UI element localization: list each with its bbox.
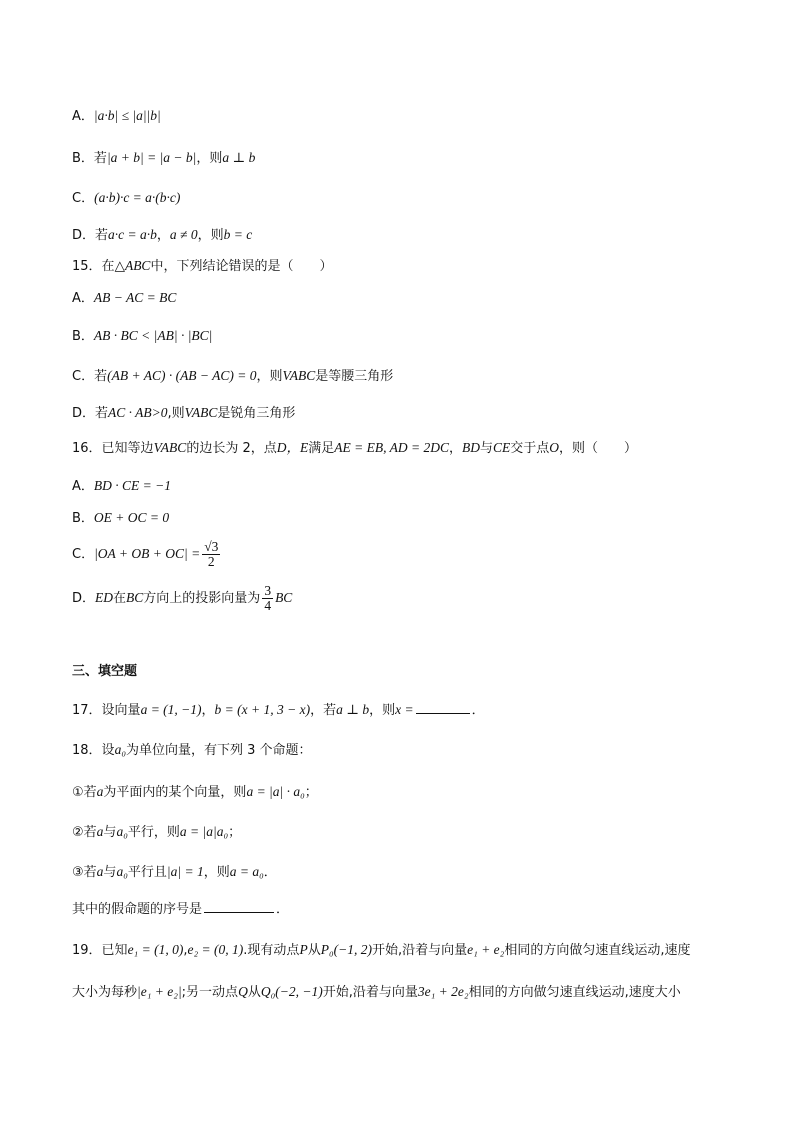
- text: 是等腰三角形: [315, 369, 394, 384]
- q17-stem: [72, 700, 485, 721]
- text: 相同的方向做匀速直线运动,速度大小: [468, 985, 681, 1000]
- q19-line-1: [72, 940, 691, 961]
- math-expression: VABC: [153, 440, 187, 455]
- math-expression: AB · BC < |AB| · |BC|: [93, 328, 213, 343]
- text: 从: [307, 943, 321, 958]
- q15-option-a: [72, 288, 176, 309]
- text: 若: [93, 151, 107, 166]
- text: ；: [304, 785, 318, 800]
- text: 相同的方向做匀速直线运动,速度: [504, 943, 691, 958]
- math-expression: ED: [95, 590, 114, 605]
- q16-option-b: [72, 508, 169, 529]
- fraction-denominator: 2: [207, 554, 215, 569]
- text: 设向量: [101, 703, 141, 718]
- answer-blank[interactable]: [416, 701, 470, 714]
- proposition-mark: ②: [72, 825, 84, 840]
- math-expression: a ⊥ b: [336, 702, 370, 717]
- math-expression: b = c: [223, 227, 253, 242]
- math-expression: Q₀(−2, −1): [260, 984, 323, 999]
- math-expression: a ⊥ b: [222, 150, 256, 165]
- text: 平行且: [127, 865, 167, 880]
- option-label: A．: [72, 291, 94, 306]
- math-expression: a = |a|a₀: [179, 824, 229, 839]
- q14-option-b: [72, 148, 255, 169]
- q16-option-c: [72, 540, 222, 569]
- question-number: 17．: [72, 703, 102, 718]
- math-expression: |a·b| ≤ |a||b|: [93, 108, 161, 123]
- text: ，则: [197, 228, 224, 243]
- math-expression: BC: [275, 590, 293, 605]
- q15-option-d: [72, 403, 295, 424]
- text: ，则: [203, 865, 230, 880]
- text: 交于点: [510, 441, 550, 456]
- option-label: B．: [72, 511, 94, 526]
- math-expression: x =: [395, 702, 414, 717]
- q15-option-b: [72, 326, 212, 347]
- q18-proposition-2: [72, 822, 241, 843]
- text: 与: [479, 441, 493, 456]
- math-expression: e₁ + e₂: [467, 942, 505, 957]
- math-expression: a = |a| · a₀: [246, 784, 305, 799]
- text: 设: [101, 743, 115, 758]
- math-expression: a = (1, −1): [140, 702, 202, 717]
- text: 若: [83, 785, 97, 800]
- q18-ask: [72, 900, 289, 920]
- text: 其中的假命题的序号是: [72, 902, 203, 917]
- math-expression: a: [96, 824, 104, 839]
- math-expression: a: [96, 784, 104, 799]
- text: 已知等边: [101, 441, 154, 456]
- math-expression: e₂ = (0, 1): [187, 942, 244, 957]
- text: 已知: [101, 943, 128, 958]
- math-expression: VABC: [282, 368, 316, 383]
- text: ,: [183, 943, 188, 958]
- text: 若: [95, 228, 109, 243]
- q16-option-a: [72, 476, 171, 497]
- math-expression: a₀: [116, 864, 128, 879]
- q15-option-c: [72, 366, 393, 387]
- q16-stem: [72, 438, 637, 459]
- text: 与: [103, 825, 117, 840]
- math-expression: (AB + AC) · (AB − AC) = 0: [107, 368, 257, 383]
- math-expression: e₁ = (1, 0): [127, 942, 184, 957]
- text: 若: [95, 406, 109, 421]
- math-expression: 3e₁ + 2e₂: [417, 984, 469, 999]
- text: 在: [101, 259, 115, 274]
- math-expression: a: [96, 864, 104, 879]
- text: 是锐角三角形: [217, 406, 296, 421]
- math-expression: (a·b)·c = a·(b·c): [94, 190, 181, 205]
- option-label: D．: [72, 591, 96, 606]
- math-expression: a ≠ 0: [169, 227, 198, 242]
- text: 平行，则: [127, 825, 180, 840]
- q15-stem: [72, 256, 332, 277]
- option-label: B．: [72, 151, 94, 166]
- text: 中，下列结论错误的是（ ）: [150, 259, 333, 274]
- option-label: D．: [72, 228, 96, 243]
- fraction: [262, 584, 273, 613]
- math-expression: a₀: [114, 742, 127, 757]
- fraction-numerator: 3: [264, 583, 272, 598]
- text: ，则: [196, 151, 223, 166]
- text: 的边长为 2，点: [186, 441, 277, 456]
- option-label: C．: [72, 191, 95, 206]
- math-expression: a = a₀: [229, 864, 264, 879]
- text: ;另一动点: [181, 985, 239, 1000]
- option-label: B．: [72, 329, 94, 344]
- text: ；: [228, 825, 242, 840]
- math-expression: O: [549, 440, 560, 455]
- text: ．: [471, 703, 485, 718]
- text: 从: [247, 985, 261, 1000]
- q19-line-2: [72, 982, 681, 1003]
- fraction: [202, 540, 220, 569]
- text: 为单位向量，有下列 3 个命题：: [126, 743, 312, 758]
- text: ．: [263, 865, 277, 880]
- text: 开始,沿着与向量: [372, 943, 468, 958]
- answer-blank[interactable]: [204, 900, 274, 913]
- math-expression: |e₁ + e₂|: [137, 984, 182, 999]
- option-label: A．: [72, 479, 94, 494]
- math-expression: AC · AB>0: [108, 405, 168, 420]
- text: ,则: [167, 406, 185, 421]
- text: 若: [83, 825, 97, 840]
- math-expression: OE + OC = 0: [93, 510, 170, 525]
- text: 满足: [308, 441, 335, 456]
- q14-option-a: [72, 106, 161, 127]
- math-expression: AE = EB, AD = 2DC: [334, 440, 449, 455]
- text: 开始,沿着与向量: [322, 985, 418, 1000]
- math-expression: BD · CE = −1: [93, 478, 171, 493]
- math-expression: CE: [492, 440, 511, 455]
- math-expression: P₀(−1, 2): [320, 942, 372, 957]
- text: ．: [276, 902, 290, 917]
- q16-option-d: [72, 584, 292, 613]
- fraction-numerator: √3: [204, 539, 219, 554]
- math-expression: |a + b| = |a − b|: [106, 150, 197, 165]
- math-expression: VABC: [184, 405, 218, 420]
- question-number: 18．: [72, 743, 102, 758]
- proposition-mark: ①: [72, 785, 84, 800]
- question-number: 15．: [72, 259, 102, 274]
- section-title: 三、填空题: [72, 664, 138, 679]
- text: ，则: [369, 703, 396, 718]
- q14-option-c: [72, 188, 180, 209]
- text: 为平面内的某个向量，则: [103, 785, 247, 800]
- question-number: 19．: [72, 943, 102, 958]
- option-label: D．: [72, 406, 96, 421]
- text: .现有动点: [243, 943, 300, 958]
- q18-proposition-3: [72, 862, 277, 883]
- text: 与: [103, 865, 117, 880]
- text: 若: [94, 369, 108, 384]
- math-expression: b = (x + 1, 3 − x): [214, 702, 311, 717]
- option-label: A．: [72, 109, 94, 124]
- question-number: 16．: [72, 441, 102, 456]
- text: 方向上的投影向量为: [143, 591, 261, 606]
- text: ，: [201, 703, 215, 718]
- text: ，则: [256, 369, 283, 384]
- math-expression: P: [299, 942, 308, 957]
- fraction-denominator: 4: [264, 598, 272, 613]
- text: ，: [156, 228, 170, 243]
- math-expression: Q: [238, 984, 248, 999]
- math-expression: D，E: [276, 440, 309, 455]
- text: ，则（ ）: [559, 441, 638, 456]
- option-label: C．: [72, 369, 95, 384]
- math-expression: a₀: [116, 824, 128, 839]
- q18-stem: [72, 740, 312, 761]
- option-label: C．: [72, 547, 95, 562]
- math-expression: △ABC: [114, 258, 151, 273]
- q14-option-d: [72, 225, 252, 246]
- text: 大小为每秒: [72, 985, 138, 1000]
- q18-proposition-1: [72, 782, 318, 803]
- proposition-mark: ③: [72, 865, 84, 880]
- math-expression: a·c = a·b: [108, 227, 157, 242]
- math-expression: |OA + OB + OC| =: [94, 546, 201, 561]
- text: 若: [83, 865, 97, 880]
- math-expression: AB − AC = BC: [93, 290, 177, 305]
- math-expression: BD: [461, 440, 480, 455]
- text: ，: [448, 441, 462, 456]
- text: 在: [113, 591, 127, 606]
- math-expression: |a| = 1: [166, 864, 204, 879]
- text: ，若: [310, 703, 337, 718]
- math-expression: BC: [126, 590, 144, 605]
